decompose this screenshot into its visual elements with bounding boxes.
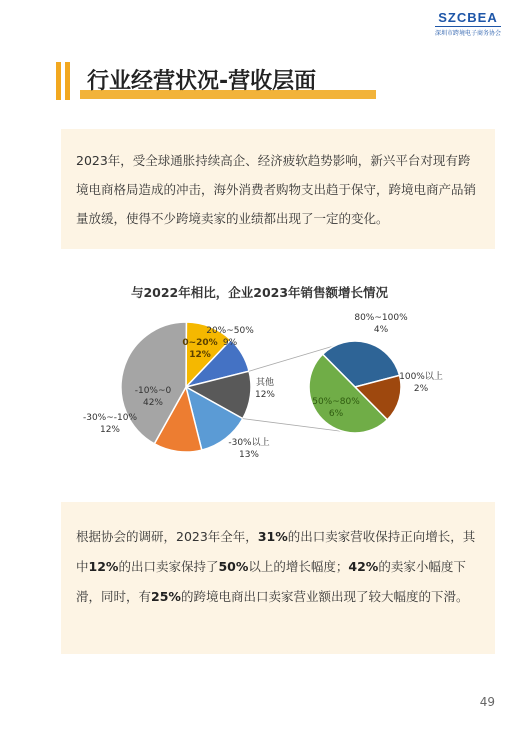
section-title-bar	[56, 62, 318, 102]
summary-text: 的跨境电商出口卖家营业额出现了较大幅度的下滑。	[180, 589, 469, 604]
logo-text: SZCBEA	[438, 10, 498, 25]
logo	[435, 10, 501, 37]
section-title: 行业经营状况-营收层面	[87, 69, 317, 94]
sub-pie-value-label: 4%	[373, 325, 389, 335]
page-number: 49	[479, 695, 495, 709]
intro-box	[61, 129, 495, 249]
pie-value-label: 9%	[222, 338, 238, 348]
summary-highlight: 50%	[218, 559, 249, 574]
pie-label: -30%~-10%	[82, 413, 138, 423]
sub-pie-value-label: 2%	[413, 384, 429, 394]
title-stripe	[56, 62, 61, 100]
chart-title: 与2022年相比，企业2023年销售额增长情况	[130, 285, 389, 300]
sub-pie-label: 80%~100%	[354, 313, 408, 323]
sub-pie-label: 50%~80%	[312, 397, 360, 407]
pie-label: 其他	[255, 378, 275, 388]
logo-subtitle: 深圳市跨境电子商务协会	[434, 30, 501, 37]
pie-label: 20%~50%	[206, 326, 254, 336]
pie-label: -10%~0	[134, 386, 172, 396]
summary-text: 的卖家小幅度下滑，同时，有	[76, 559, 466, 604]
summary-text: 的出口卖家营收保持正向增长，其中	[76, 529, 476, 574]
summary-highlight: 25%	[151, 589, 181, 604]
pie-value-label: 12%	[254, 390, 276, 400]
summary-highlight: 31%	[257, 529, 288, 544]
sub-pie-label: 100%以上	[399, 372, 443, 382]
pie-value-label: 12%	[189, 350, 211, 360]
intro-paragraph: 2023年，受全球通胀持续高企、经济疲软趋势影响，新兴平台对现有跨境电商格局造成的冲击，海外消费者购物支出趋于保守，跨境电商产品销量放缓，使得不少跨境卖家的业绩都出现了一定的变化。	[76, 153, 477, 226]
pie-label: -30%以上	[228, 438, 270, 448]
summary-paragraph	[76, 522, 480, 612]
summary-box	[61, 502, 495, 654]
summary-highlight: 42%	[348, 559, 379, 574]
pie-of-pie-chart	[0, 300, 519, 470]
pie-value-label: 13%	[238, 450, 260, 460]
pie-label: 0~20%	[182, 338, 218, 348]
summary-highlight: 12%	[88, 559, 119, 574]
sub-pie-value-label: 6%	[328, 409, 344, 419]
summary-text: 的出口卖家保持了	[118, 559, 219, 574]
title-stripe	[65, 62, 70, 100]
pie-value-label: 12%	[99, 425, 121, 435]
logo-divider	[435, 26, 501, 27]
summary-text: 根据协会的调研，2023年全年，	[76, 529, 258, 544]
pie-value-label: 42%	[142, 398, 164, 408]
summary-text: 以上的增长幅度；	[248, 559, 349, 574]
